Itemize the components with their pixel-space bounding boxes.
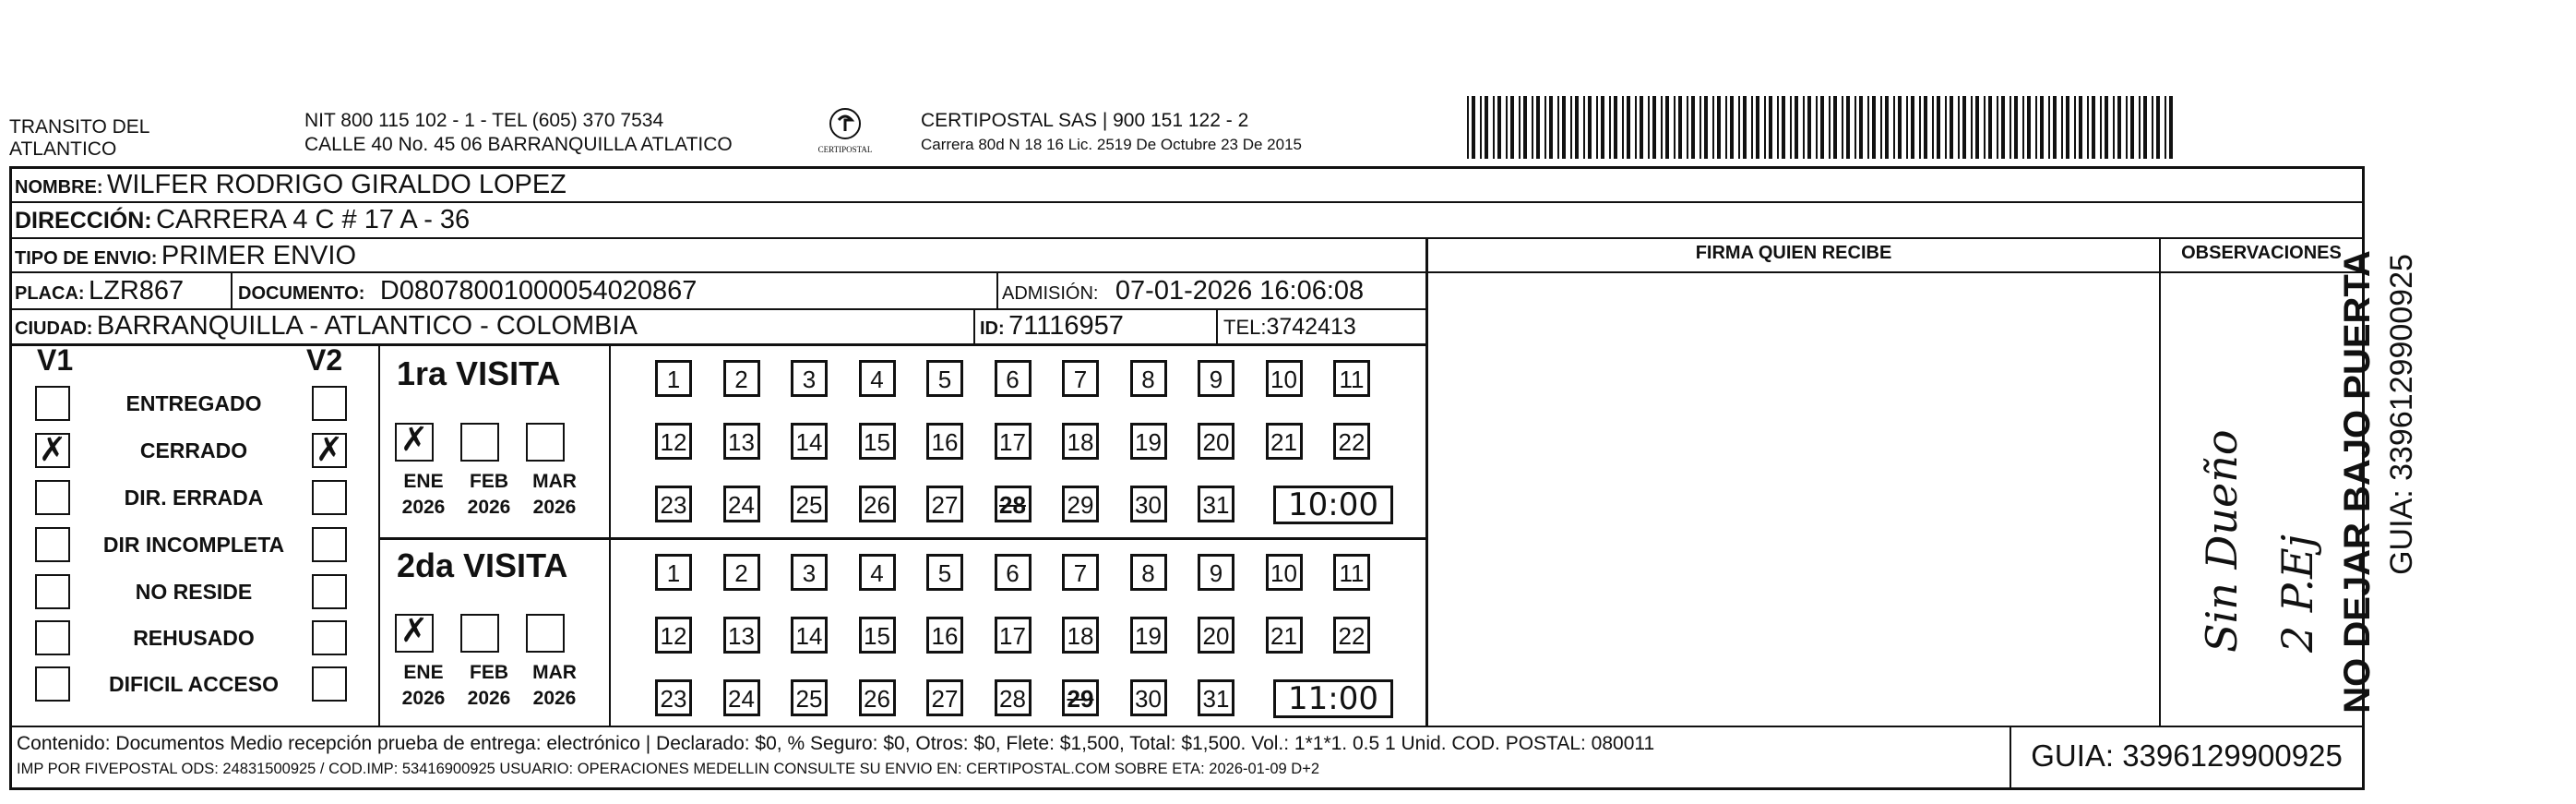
day-box: 24 <box>723 486 760 522</box>
barcode-bar <box>2053 96 2057 159</box>
month-label: ENE <box>403 662 444 683</box>
barcode-bar <box>2022 96 2024 159</box>
reason-label: DIR. ERRADA <box>124 486 264 510</box>
barcode-bar <box>1988 96 1992 159</box>
tel-label: TEL: <box>1223 316 1267 339</box>
barcode-bar <box>1480 96 1482 159</box>
barcode-bar <box>2061 96 2063 159</box>
company-line: CERTIPOSTAL SAS | 900 151 122 - 2 <box>921 110 1249 131</box>
nombre-row <box>15 170 566 200</box>
day-box: 16 <box>926 617 963 654</box>
day-box: 21 <box>1266 617 1303 654</box>
reason-label: REHUSADO <box>133 626 255 650</box>
day-box: 8 <box>1130 554 1167 591</box>
firma-header: FIRMA QUIEN RECIBE <box>1695 243 1892 263</box>
ciudad-cell <box>15 311 638 342</box>
barcode-bar <box>1880 96 1882 159</box>
day-box: 18 <box>1062 423 1099 460</box>
barcode-bar <box>1854 96 1856 159</box>
day-box: 31 <box>1198 679 1234 716</box>
day-box: 27 <box>926 486 963 522</box>
placa-value: LZR867 <box>89 276 185 306</box>
footer-guia: GUIA: 3396129900925 <box>2031 738 2343 773</box>
barcode-bar <box>1627 96 1630 159</box>
barcode-bar <box>2152 96 2153 159</box>
barcode-bar <box>2014 96 2018 159</box>
barcode-bar <box>1769 96 1772 159</box>
barcode-bar <box>1472 96 1475 159</box>
barcode-bar <box>1588 96 1592 159</box>
barcode-bar <box>1652 96 1656 159</box>
certipostal-logo <box>805 107 886 159</box>
v2-checkbox <box>312 574 347 609</box>
barcode-bar <box>1997 96 1998 159</box>
barcode-bar <box>1919 96 1921 159</box>
day-box: 20 <box>1198 617 1234 654</box>
company-info <box>921 109 1302 157</box>
barcode-bar <box>2010 96 2011 159</box>
barcode-bar <box>2066 96 2069 159</box>
barcode <box>1467 96 2177 159</box>
day-box: 6 <box>995 360 1032 397</box>
barcode-bar <box>2105 96 2108 159</box>
barcode-bar <box>2092 96 2095 159</box>
admision-value: 07-01-2026 16:06:08 <box>1115 276 1365 306</box>
day-box: 30 <box>1130 486 1167 522</box>
month-label: MAR <box>532 471 577 492</box>
barcode-bar <box>1898 96 1902 159</box>
day-box: 13 <box>723 617 760 654</box>
day-box: 12 <box>655 423 692 460</box>
day-box: 29 <box>1062 486 1099 522</box>
placa-label: PLACA: <box>15 283 85 304</box>
barcode-bar <box>1842 96 1843 159</box>
barcode-bar <box>1687 96 1688 159</box>
v1-checkbox <box>35 527 70 562</box>
barcode-bar <box>1575 96 1579 159</box>
reason-label: DIFICIL ACCESO <box>108 672 279 696</box>
v1-checkbox: ✗ <box>35 433 70 468</box>
day-box: 30 <box>1130 679 1167 716</box>
barcode-bar <box>1570 96 1572 159</box>
day-box: 4 <box>859 554 896 591</box>
year-label: 2026 <box>467 688 511 709</box>
tipo-value: PRIMER ENVIO <box>161 241 357 270</box>
barcode-bar <box>1833 96 1837 159</box>
day-box: 14 <box>791 617 828 654</box>
barcode-bar <box>2074 96 2076 159</box>
year-label: 2026 <box>401 688 446 709</box>
barcode-bar <box>2113 96 2115 159</box>
reason-label: DIR INCOMPLETA <box>102 533 285 557</box>
barcode-bar <box>1678 96 1682 159</box>
v2-checkbox: ✗ <box>312 433 347 468</box>
barcode-bar <box>1635 96 1637 159</box>
sender-info <box>304 109 733 157</box>
month-label: FEB <box>470 471 508 492</box>
first-visit-title: 1ra VISITA <box>397 354 561 392</box>
admision-label: ADMISIÓN: <box>1002 283 1099 304</box>
day-box: 16 <box>926 423 963 460</box>
admision-cell <box>1002 276 1364 306</box>
company-address: Carrera 80d N 18 16 Lic. 2519 De Octubre 23 De 2015 <box>921 136 1302 153</box>
barcode-bar <box>1937 96 1940 159</box>
day-box: 2 <box>723 554 760 591</box>
barcode-bar <box>1743 96 1747 159</box>
month-checkbox: ✗ <box>395 614 434 653</box>
v1-checkbox <box>35 386 70 421</box>
day-box: 23 <box>655 486 692 522</box>
tel-value: 3742413 <box>1266 314 1356 340</box>
day-box: 10 <box>1266 360 1303 397</box>
day-box: 31 <box>1198 486 1234 522</box>
address-line: CALLE 40 No. 45 06 BARRANQUILLA ATLATICO <box>304 134 733 155</box>
visit-time: 11:00 <box>1273 679 1393 718</box>
barcode-bar <box>2143 96 2147 159</box>
barcode-bar <box>2001 96 2005 159</box>
barcode-bar <box>1816 96 1818 159</box>
nit-line: NIT 800 115 102 - 1 - TEL (605) 370 7534 <box>304 110 664 131</box>
v1-checkbox <box>35 480 70 515</box>
day-box: 26 <box>859 486 896 522</box>
barcode-bar <box>1958 96 1960 159</box>
day-box: 4 <box>859 360 896 397</box>
documento-label: DOCUMENTO: <box>238 283 365 304</box>
side-no-dejar: NO DEJAR BAJO PUERTA <box>2337 250 2378 714</box>
barcode-bar <box>1622 96 1624 159</box>
v1-label: V1 <box>37 343 74 377</box>
logo-icon <box>827 107 864 140</box>
v1-checkbox <box>35 666 70 702</box>
imp-text: IMP POR FIVEPOSTAL ODS: 24831500925 / COD.IMP: 53416900925 USUARIO: OPERACIONES MEDELLIN CONSULTE SU ENVIO EN: CERTIPOSTAL.COM SOBRE ETA: 2026-01-09 D+2 <box>17 761 1320 777</box>
barcode-bar <box>1493 96 1495 159</box>
barcode-bar <box>2130 96 2134 159</box>
tel-cell <box>1223 314 1356 341</box>
barcode-bar <box>1665 96 1669 159</box>
day-box: 1 <box>655 360 692 397</box>
documento-value: D08078001000054020867 <box>379 276 698 306</box>
barcode-bar <box>1519 96 1521 159</box>
barcode-bar <box>1738 96 1740 159</box>
placa-cell <box>15 276 184 306</box>
barcode-bar <box>1549 96 1553 159</box>
barcode-bar <box>1562 96 1566 159</box>
barcode-bar <box>1872 96 1876 159</box>
direccion-value: CARRERA 4 C # 17 A - 36 <box>156 205 471 234</box>
barcode-bar <box>1962 96 1966 159</box>
day-box: 28 <box>995 486 1032 522</box>
side-guia: GUIA: 3396129900925 <box>2384 254 2419 575</box>
nombre-value: WILFER RODRIGO GIRALDO LOPEZ <box>107 170 566 199</box>
visit-time: 10:00 <box>1273 486 1393 524</box>
barcode-bar <box>2035 96 2037 159</box>
day-box: 23 <box>655 679 692 716</box>
day-box: 15 <box>859 617 896 654</box>
id-cell <box>980 311 1124 342</box>
barcode-bar <box>1782 96 1785 159</box>
month-checkbox: ✗ <box>395 423 434 462</box>
direccion-label: DIRECCIÓN: <box>15 208 152 234</box>
day-box: 6 <box>995 554 1032 591</box>
barcode-bar <box>1867 96 1869 159</box>
barcode-bar <box>1532 96 1533 159</box>
day-box: 24 <box>723 679 760 716</box>
barcode-bar <box>1859 96 1863 159</box>
barcode-bar <box>2169 96 2173 159</box>
sender-line-1: TRANSITO DEL <box>9 116 150 138</box>
year-label: 2026 <box>532 688 577 709</box>
day-box: 7 <box>1062 360 1099 397</box>
month-label: ENE <box>403 471 444 492</box>
day-box: 25 <box>791 486 828 522</box>
day-box: 11 <box>1333 554 1370 591</box>
barcode-bar <box>1601 96 1604 159</box>
barcode-bar <box>1648 96 1650 159</box>
barcode-bar <box>1846 96 1850 159</box>
barcode-bar <box>1506 96 1508 159</box>
reason-label: NO RESIDE <box>135 580 253 604</box>
logo-text: CERTIPOSTAL <box>817 145 873 154</box>
barcode-bar <box>1751 96 1753 159</box>
barcode-bar <box>1756 96 1759 159</box>
barcode-bar <box>1583 96 1585 159</box>
v2-checkbox <box>312 480 347 515</box>
barcode-bar <box>1544 96 1546 159</box>
day-box: 9 <box>1198 360 1234 397</box>
barcode-bar <box>2156 96 2160 159</box>
barcode-bar <box>1510 96 1514 159</box>
day-box: 1 <box>655 554 692 591</box>
barcode-bar <box>1467 96 1469 159</box>
documento-cell <box>238 276 697 306</box>
barcode-bar <box>1674 96 1676 159</box>
nombre-label: NOMBRE: <box>15 177 103 198</box>
barcode-bar <box>1777 96 1779 159</box>
v2-label: V2 <box>306 343 343 377</box>
day-box: 8 <box>1130 360 1167 397</box>
day-box: 17 <box>995 423 1032 460</box>
tipo-row <box>15 241 356 271</box>
v2-checkbox <box>312 620 347 655</box>
ciudad-label: CIUDAD: <box>15 318 93 339</box>
day-box: 22 <box>1333 617 1370 654</box>
day-box: 12 <box>655 617 692 654</box>
v2-checkbox <box>312 666 347 702</box>
barcode-bar <box>2100 96 2102 159</box>
barcode-bar <box>1945 96 1947 159</box>
barcode-bar <box>1795 96 1798 159</box>
day-box: 17 <box>995 617 1032 654</box>
month-checkbox <box>526 423 565 462</box>
day-box: 5 <box>926 554 963 591</box>
barcode-bar <box>2087 96 2089 159</box>
barcode-bar <box>1790 96 1792 159</box>
day-box: 22 <box>1333 423 1370 460</box>
reason-label: ENTREGADO <box>125 391 262 415</box>
handwritten-note-2: 2 P.Ej <box>2272 534 2322 653</box>
barcode-bar <box>2126 96 2128 159</box>
observaciones-header: OBSERVACIONES <box>2181 243 2342 263</box>
year-label: 2026 <box>467 497 511 518</box>
barcode-bar <box>2117 96 2121 159</box>
barcode-bar <box>1807 96 1811 159</box>
barcode-bar <box>2165 96 2166 159</box>
barcode-bar <box>1829 96 1831 159</box>
second-visit-title: 2da VISITA <box>397 546 568 584</box>
day-box: 5 <box>926 360 963 397</box>
sender-name <box>9 116 149 161</box>
day-box: 19 <box>1130 423 1167 460</box>
day-box: 20 <box>1198 423 1234 460</box>
month-label: MAR <box>532 662 577 683</box>
tipo-label: TIPO DE ENVIO: <box>15 248 158 269</box>
month-checkbox <box>460 423 499 462</box>
day-box: 13 <box>723 423 760 460</box>
barcode-bar <box>1924 96 1927 159</box>
barcode-bar <box>1893 96 1895 159</box>
barcode-bar <box>1730 96 1734 159</box>
v1-checkbox <box>35 620 70 655</box>
barcode-bar <box>1596 96 1598 159</box>
barcode-bar <box>2048 96 2050 159</box>
barcode-bar <box>1975 96 1979 159</box>
barcode-bar <box>2139 96 2141 159</box>
barcode-bar <box>1485 96 1488 159</box>
reason-label: CERRADO <box>139 438 248 462</box>
barcode-bar <box>1699 96 1701 159</box>
day-box: 25 <box>791 679 828 716</box>
day-box: 10 <box>1266 554 1303 591</box>
id-value: 71116957 <box>1008 311 1124 341</box>
direccion-row <box>15 205 470 235</box>
barcode-bar <box>2079 96 2082 159</box>
day-box: 15 <box>859 423 896 460</box>
day-box: 28 <box>995 679 1032 716</box>
barcode-bar <box>1609 96 1611 159</box>
day-box: 21 <box>1266 423 1303 460</box>
barcode-bar <box>1932 96 1934 159</box>
barcode-bar <box>1911 96 1914 159</box>
barcode-bar <box>1661 96 1663 159</box>
barcode-bar <box>1950 96 1953 159</box>
handwritten-note-1: Sin Dueño <box>2197 429 2247 653</box>
observaciones-handwriting <box>2168 332 2353 720</box>
barcode-bar <box>1640 96 1643 159</box>
barcode-bar <box>1717 96 1721 159</box>
barcode-bar <box>1820 96 1824 159</box>
contenido-text: Contenido: Documentos Medio recepción prueba de entrega: electrónico | Declarado: $0, % Seguro: $0, Otros: $0, Flete: $1,500, Total: $1,500. Vol.: 1*1*1. 0.5 1 Unid. COD. POSTAL: 080011 <box>17 733 1655 754</box>
barcode-bar <box>1764 96 1766 159</box>
month-label: FEB <box>470 662 508 683</box>
day-box: 3 <box>791 360 828 397</box>
year-label: 2026 <box>532 497 577 518</box>
barcode-bar <box>1614 96 1617 159</box>
barcode-bar <box>1906 96 1908 159</box>
day-box: 3 <box>791 554 828 591</box>
v2-checkbox <box>312 386 347 421</box>
barcode-bar <box>1536 96 1540 159</box>
barcode-bar <box>2027 96 2031 159</box>
day-box: 11 <box>1333 360 1370 397</box>
barcode-bar <box>1704 96 1708 159</box>
id-label: ID: <box>980 318 1005 339</box>
month-checkbox <box>460 614 499 653</box>
v2-checkbox <box>312 527 347 562</box>
barcode-bar <box>1523 96 1527 159</box>
day-box: 27 <box>926 679 963 716</box>
day-box: 7 <box>1062 554 1099 591</box>
barcode-bar <box>1691 96 1695 159</box>
day-box: 26 <box>859 679 896 716</box>
ciudad-value: BARRANQUILLA - ATLANTICO - COLOMBIA <box>96 311 638 341</box>
day-box: 9 <box>1198 554 1234 591</box>
day-box: 2 <box>723 360 760 397</box>
barcode-bar <box>2040 96 2044 159</box>
barcode-bar <box>1803 96 1805 159</box>
sender-line-2: ATLANTICO <box>9 138 117 160</box>
month-checkbox <box>526 614 565 653</box>
barcode-bar <box>1557 96 1559 159</box>
barcode-bar <box>1725 96 1727 159</box>
v1-checkbox <box>35 574 70 609</box>
year-label: 2026 <box>401 497 446 518</box>
day-box: 14 <box>791 423 828 460</box>
day-box: 19 <box>1130 617 1167 654</box>
barcode-bar <box>1497 96 1501 159</box>
day-box: 29 <box>1062 679 1099 716</box>
barcode-bar <box>1971 96 1973 159</box>
barcode-bar <box>1885 96 1889 159</box>
barcode-bar <box>1712 96 1714 159</box>
day-box: 18 <box>1062 617 1099 654</box>
barcode-bar <box>1984 96 1986 159</box>
